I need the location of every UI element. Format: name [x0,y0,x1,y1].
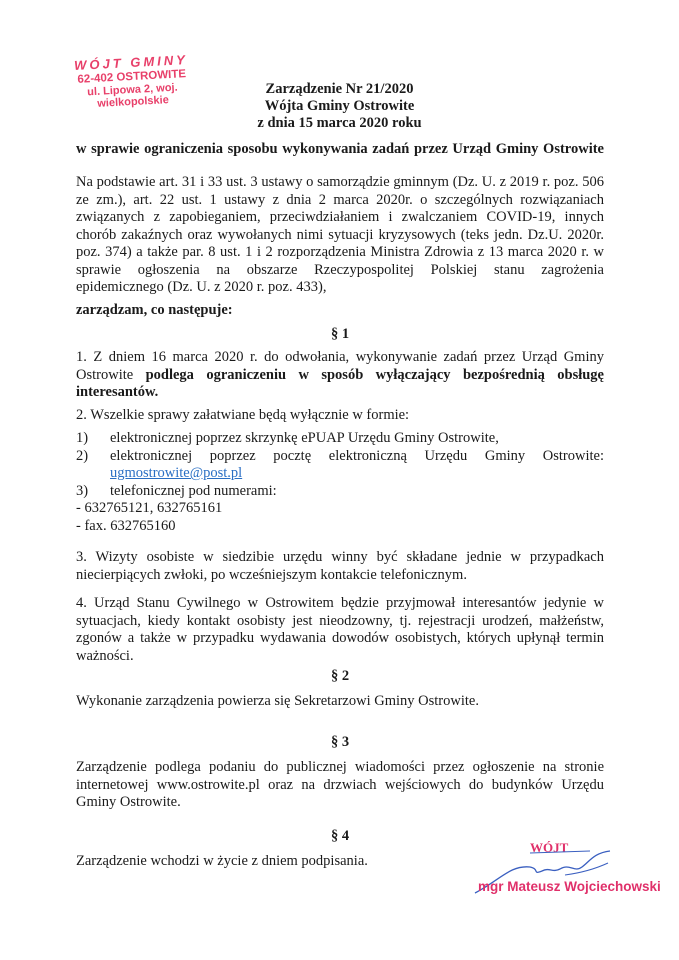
document-title: Zarządzenie Nr 21/2020 [265,81,414,97]
s1-p1-bold: podlega ograniczeniu w sposób wyłączający bezpośrednią obsługę interesantów. [76,366,604,400]
s1-p1-plain: 1. Z dniem 16 marca 2020 r. do odwołania, wykonywanie zadań przez Urząd Gminy Ostrowite [76,349,604,383]
section-2-text: Wykonanie zarządzenia powierza się Sekretarzowi Gminy Ostrowite. [76,693,479,709]
section-1-paragraph-3: 3. Wizyty osobiste w siedzibie urzędu winny być składane jednie w przypadkach niecierpiących zwłoki, po wcześniejszym kontakcie telefonicznym. [76,549,604,583]
document-issuer: Wójta Gminy Ostrowite [264,98,415,114]
stamp-line-1: WÓJT GMINY [73,52,189,73]
signatory-name: mgr Mateusz Wojciechowski [478,879,661,894]
document-subject: w sprawie ograniczenia sposobu wykonywania zadań przez Urząd Gminy Ostrowite [76,141,604,157]
document-date: z dnia 15 marca 2020 roku [257,115,422,131]
fax-number: - fax. 632765160 [76,517,176,534]
email-link[interactable]: ugmostrowite@post.pl [110,465,243,481]
section-3-heading: § 3 [330,734,350,750]
stamp-line-2: 62-402 OSTROWITE [77,68,187,86]
phone-numbers: - 632765121, 632765161 [76,500,223,516]
preamble: Na podstawie art. 31 i 33 ust. 3 ustawy o samorządzie gminnym (Dz. U. z 2019 r. poz. 506 ze zm.), art. 22 ust. 1 ustawy z dnia 2 marca 2020r. o szczególnych rozwiązaniach związanych z zapobieganiem, przeciwdziałaniem i zwalczaniem COVID-19, innych chorób zakaźnych oraz wywołanych nimi sytuacji kryzysowych (teks jedn. Dz.U. 2020r. poz. 374) a także par. 8 ust. 1 i 2 rozporządzenia Ministra Zdrowia z 13 marca 2020 r. w sprawie ogłoszenia na obszarze Rzeczypospolitej Polskiej stanu zagrożenia epidemicznego (Dz. U. z 2020 r. poz. 433), [76,174,604,295]
section-2-heading: § 2 [330,668,350,684]
section-1-heading: § 1 [330,326,350,342]
section-3-text: Zarządzenie podlega podaniu do publicznej wiadomości przez ogłoszenie na stronie internetowej www.ostrowite.pl oraz na drzwiach wejściowych do budynków Urzędu Gminy Ostrowite. [76,759,604,810]
section-1-paragraph-2: 2. Wszelkie sprawy załatwiane będą wyłącznie w formie: [76,407,410,423]
document-header [0,81,679,132]
section-4-heading: § 4 [330,828,350,844]
list-item: 2) elektronicznej poprzez pocztę elektroniczną Urzędu Gminy Ostrowite: [76,447,604,464]
stamp-line-3: ul. Lipowa 2, woj. wielkopolskie [86,81,178,110]
list-item: 3) telefonicznej pod numerami: [76,482,277,499]
email-row [76,465,604,483]
decree-line: zarządzam, co następuje: [76,302,233,318]
section-1-paragraph-4: 4. Urząd Stanu Cywilnego w Ostrowitem będzie przyjmował interesantów jedynie w sytuacjach, kiedy kontakt osobisty jest nieodzowny, tj. rejestracji urodzeń, małżeństw, zgonów a także w przypadku wydawania dowodów osobistych, których upłynął termin ważności. [76,595,604,664]
delivery-methods-list [76,430,604,535]
list-item: 1) elektronicznej poprzez skrzynkę ePUAP Urzędu Gminy Ostrowite, [76,430,499,446]
section-4-text: Zarządzenie wchodzi w życie z dniem podpisania. [76,853,368,869]
signature-title: WÓJT [530,840,569,855]
section-1-paragraph-1 [76,349,604,402]
